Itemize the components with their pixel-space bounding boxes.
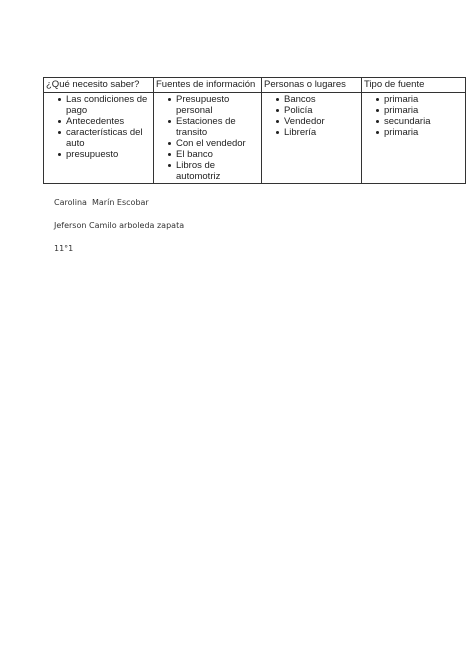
header-information-sources: Fuentes de información — [154, 78, 262, 93]
list-item: Vendedor — [276, 116, 359, 127]
header-what-to-know: ¿Qué necesito saber? — [44, 78, 154, 93]
table-header-row — [44, 78, 466, 93]
list-item: El banco — [168, 149, 259, 160]
bullet-list — [264, 94, 359, 138]
list-item: Con el vendedor — [168, 138, 259, 149]
author-block — [54, 198, 184, 267]
grade-label: 11°1 — [54, 244, 74, 253]
list-item: Policía — [276, 105, 359, 116]
cell-source-type — [362, 93, 466, 184]
header-source-type: Tipo de fuente — [362, 78, 466, 93]
info-table — [43, 77, 466, 184]
list-item: Estaciones de transito — [168, 116, 259, 138]
list-item: primaria — [376, 94, 463, 105]
list-item: primaria — [376, 127, 463, 138]
list-item: Libros de automotriz — [168, 160, 259, 182]
list-item: Antecedentes — [58, 116, 151, 127]
list-item: secundaria — [376, 116, 463, 127]
cell-what-to-know — [44, 93, 154, 184]
list-item: presupuesto — [58, 149, 151, 160]
bullet-list — [156, 94, 259, 182]
list-item: primaria — [376, 105, 463, 116]
cell-people-or-places — [262, 93, 362, 184]
bullet-list — [364, 94, 463, 138]
author-name-2: Jeferson Camilo arboleda zapata — [54, 221, 185, 230]
list-item: características del auto — [58, 127, 151, 149]
author-name-1: Carolina Marín Escobar — [54, 198, 149, 207]
list-item: Bancos — [276, 94, 359, 105]
table-row — [44, 93, 466, 184]
list-item: Presupuesto personal — [168, 94, 259, 116]
bullet-list — [46, 94, 151, 160]
cell-information-sources — [154, 93, 262, 184]
list-item: Librería — [276, 127, 359, 138]
list-item: Las condiciones de pago — [58, 94, 151, 116]
header-people-or-places: Personas o lugares — [262, 78, 362, 93]
